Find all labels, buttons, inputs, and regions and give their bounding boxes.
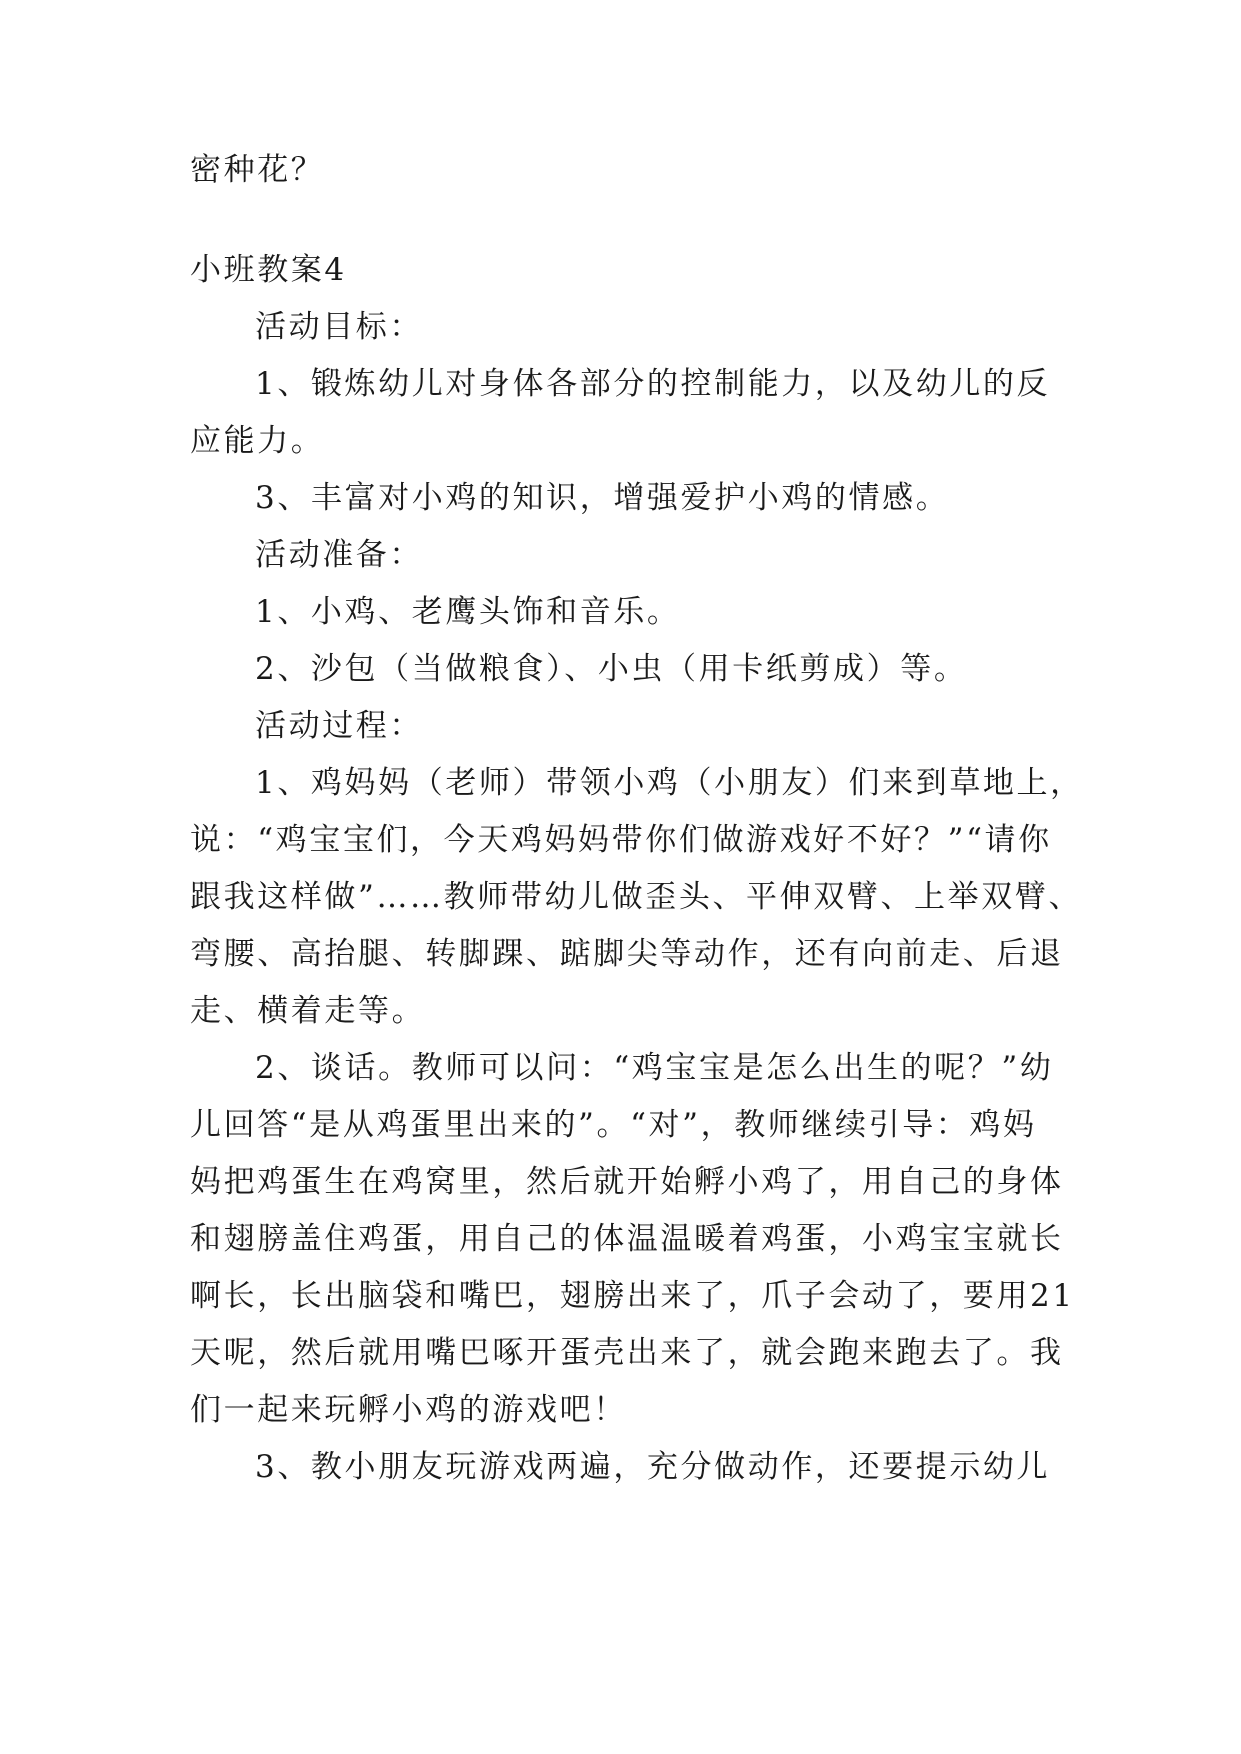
subheading-goals: 活动目标： bbox=[255, 309, 423, 345]
text-line: 天呢，然后就用嘴巴啄开蛋壳出来了，就会跑来跑去了。我 bbox=[190, 1335, 1064, 1371]
text-line: 跟我这样做”……教师带幼儿做歪头、平伸双臂、上举双臂、 bbox=[190, 879, 1083, 915]
text-line: 妈把鸡蛋生在鸡窝里，然后就开始孵小鸡了，用自己的身体 bbox=[190, 1164, 1064, 1200]
text-line: 啊长，长出脑袋和嘴巴，翅膀出来了，爪子会动了，要用21 bbox=[190, 1278, 1075, 1314]
text-line: 2、谈话。教师可以问：“鸡宝宝是怎么出生的呢？”幼 bbox=[255, 1050, 1054, 1086]
text-line: 走、横着走等。 bbox=[190, 993, 426, 1029]
text-line: 3、丰富对小鸡的知识，增强爱护小鸡的情感。 bbox=[255, 480, 950, 516]
text-line: 儿回答“是从鸡蛋里出来的”。“对”，教师继续引导：鸡妈 bbox=[190, 1107, 1037, 1143]
section-heading: 小班教案4 bbox=[190, 252, 347, 288]
text-line: 1、小鸡、老鹰头饰和音乐。 bbox=[255, 594, 681, 630]
text-line-continuation: 密种花？ bbox=[190, 152, 325, 188]
text-line: 3、教小朋友玩游戏两遍，充分做动作，还要提示幼儿 bbox=[255, 1449, 1051, 1485]
text-line: 应能力。 bbox=[190, 423, 325, 459]
subheading-process: 活动过程： bbox=[255, 708, 423, 744]
text-line: 说：“鸡宝宝们，今天鸡妈妈带你们做游戏好不好？”“请你 bbox=[190, 822, 1052, 858]
text-line: 们一起来玩孵小鸡的游戏吧！ bbox=[190, 1392, 627, 1428]
text-line: 和翅膀盖住鸡蛋，用自己的体温温暖着鸡蛋，小鸡宝宝就长 bbox=[190, 1221, 1064, 1257]
text-line: 1、锻炼幼儿对身体各部分的控制能力，以及幼儿的反 bbox=[255, 366, 1051, 402]
subheading-preparation: 活动准备： bbox=[255, 537, 423, 573]
text-line: 2、沙包（当做粮食）、小虫（用卡纸剪成）等。 bbox=[255, 651, 968, 687]
text-line: 1、鸡妈妈（老师）带领小鸡（小朋友）们来到草地上， bbox=[255, 765, 1084, 801]
text-line: 弯腰、高抬腿、转脚踝、踮脚尖等动作，还有向前走、后退 bbox=[190, 936, 1064, 972]
